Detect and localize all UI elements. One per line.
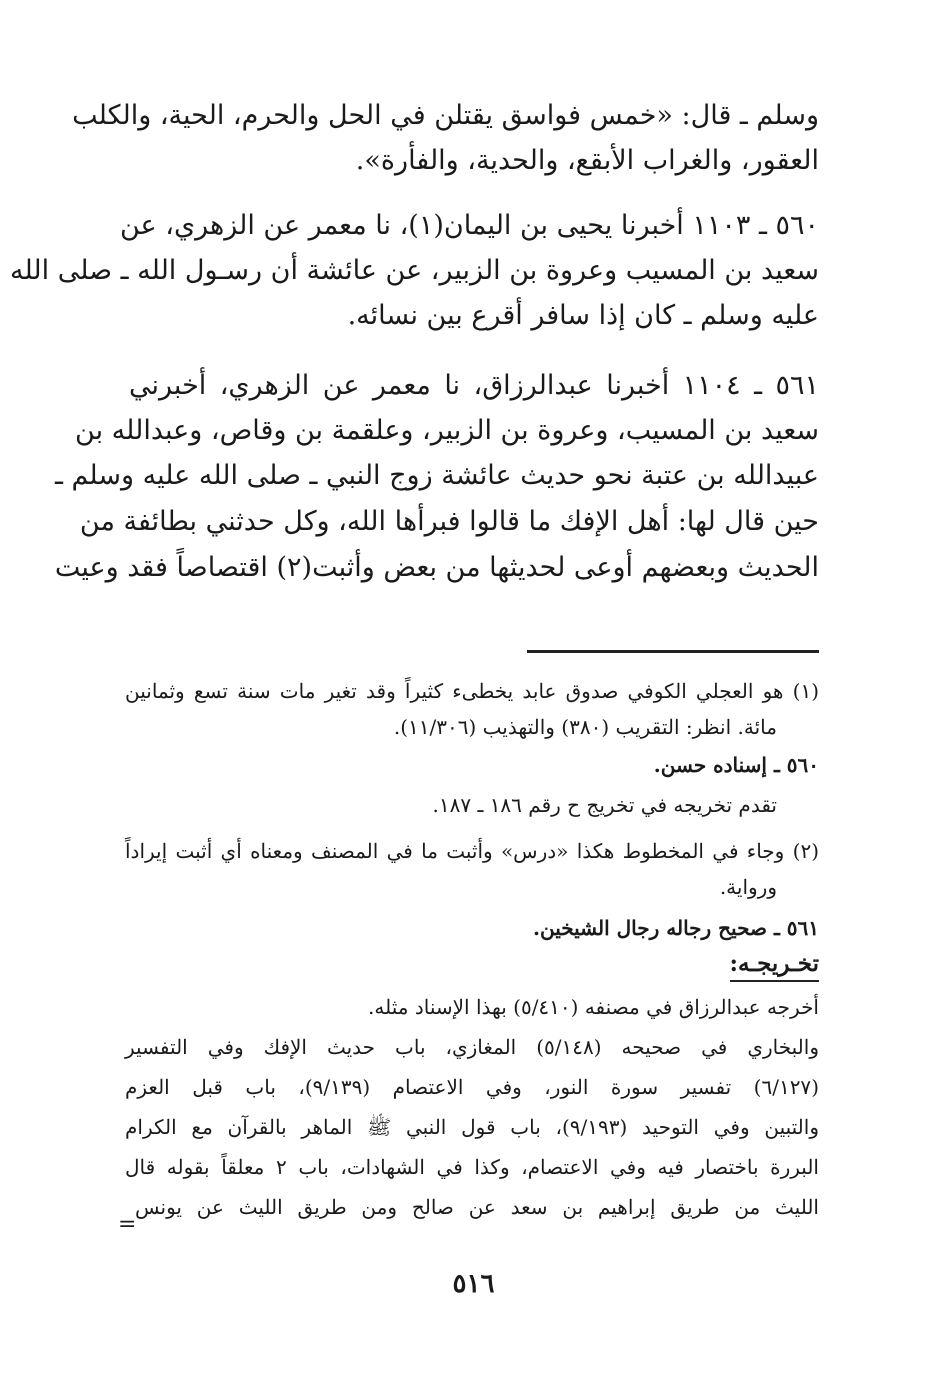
takhrij-line-1: أخرجه عبدالرزاق في مصنفه (٥/٤١٠) بهذا الإسناد مثله. [368, 995, 819, 1019]
hadith-1104-line-4: حين قال لها: أهل الإفك ما قالوا فبرأها الله، وكل حدثني بطائفة من [79, 506, 819, 537]
continuation-mark: = [118, 1212, 137, 1237]
hadith-1104-line-1: ٥٦١ ـ ١١٠٤ أخبرنا عبدالرزاق، نا معمر عن الزهري، أخبرني [129, 370, 819, 401]
hadith-1103-line-3: عليه وسلم ـ كان إذا سافر أقرع بين نسائه. [347, 300, 819, 331]
footnote-1-line-2: مائة. انظر: التقريب (٣٨٠) والتهذيب (١١/٣٠٦). [393, 715, 777, 739]
takhrij-line-3: (٦/١٢٧) تفسير سورة النور، وفي الاعتصام (٩/١٣٩)، باب قبل العزم [125, 1075, 819, 1099]
hadith-1104-line-2: سعيد بن المسيب، وعروة بن الزبير، وعلقمة بن وقاص، وعبدالله بن [75, 415, 819, 446]
note-560-body: تقدم تخريجه في تخريج ح رقم ١٨٦ ـ ١٨٧. [432, 793, 777, 817]
footnote-2-line-2: ورواية. [719, 875, 777, 899]
note-561-heading: ٥٦١ ـ صحيح رجاله رجال الشيخين. [533, 916, 819, 940]
takhrij-underline [730, 980, 819, 982]
hadith-1103-line-2: سعيد بن المسيب وعروة بن الزبير، عن عائشة أن رسـول الله ـ صلى الله [10, 255, 819, 286]
footnote-1-line-1: (١) هو العجلي الكوفي صدوق عابد يخطىء كثيراً وقد تغير مات سنة تسع وثمانين [125, 679, 819, 703]
takhrij-line-4: والتبين وفي التوحيد (٩/١٩٣)، باب قول النبي ﷺ الماهر بالقرآن مع الكرام [125, 1115, 819, 1139]
takhrij-line-2: والبخاري في صحيحه (٥/١٤٨) المغازي، باب حديث الإفك وفي التفسير [125, 1035, 819, 1059]
hadith-1104-line-5: الحديث وبعضهم أوعى لحديثها من بعض وأثبت(٢) اقتصاصاً فقد وعيت [54, 552, 819, 583]
takhrij-heading [730, 948, 819, 980]
takhrij-heading-text: تخـريجـه: [729, 950, 819, 977]
main-line-2: العقور، والغراب الأبقع، والحدية، والفأرة». [355, 145, 819, 176]
takhrij-line-6: الليث من طريق إبراهيم بن سعد عن صالح ومن طريق الليث عن يونس [135, 1195, 819, 1219]
hadith-1103-line-1: ٥٦٠ ـ ١١٠٣ أخبرنا يحيى بن اليمان(١)، نا معمر عن الزهري، عن [119, 210, 819, 241]
page-number: ٥١٦ [452, 1269, 495, 1299]
takhrij-line-5: البررة باختصار فيه وفي الاعتصام، وكذا في الشهادات، باب ٢ معلقاً بقوله قال [125, 1155, 819, 1179]
footnote-divider [527, 650, 819, 653]
main-line-1: وسلم ـ قال: «خمس فواسق يقتلن في الحل والحرم، الحية، والكلب [72, 100, 819, 131]
note-560-heading: ٥٦٠ ـ إسناده حسن. [653, 753, 819, 777]
hadith-1104-line-3: عبيدالله بن عتبة نحو حديث عائشة زوج النبي ـ صلى الله عليه وسلم ـ [54, 460, 819, 491]
footnote-2-line-1: (٢) وجاء في المخطوط هكذا «درس» وأثبت ما في المصنف ومعناه أي أثبت إيراداً [125, 839, 819, 863]
